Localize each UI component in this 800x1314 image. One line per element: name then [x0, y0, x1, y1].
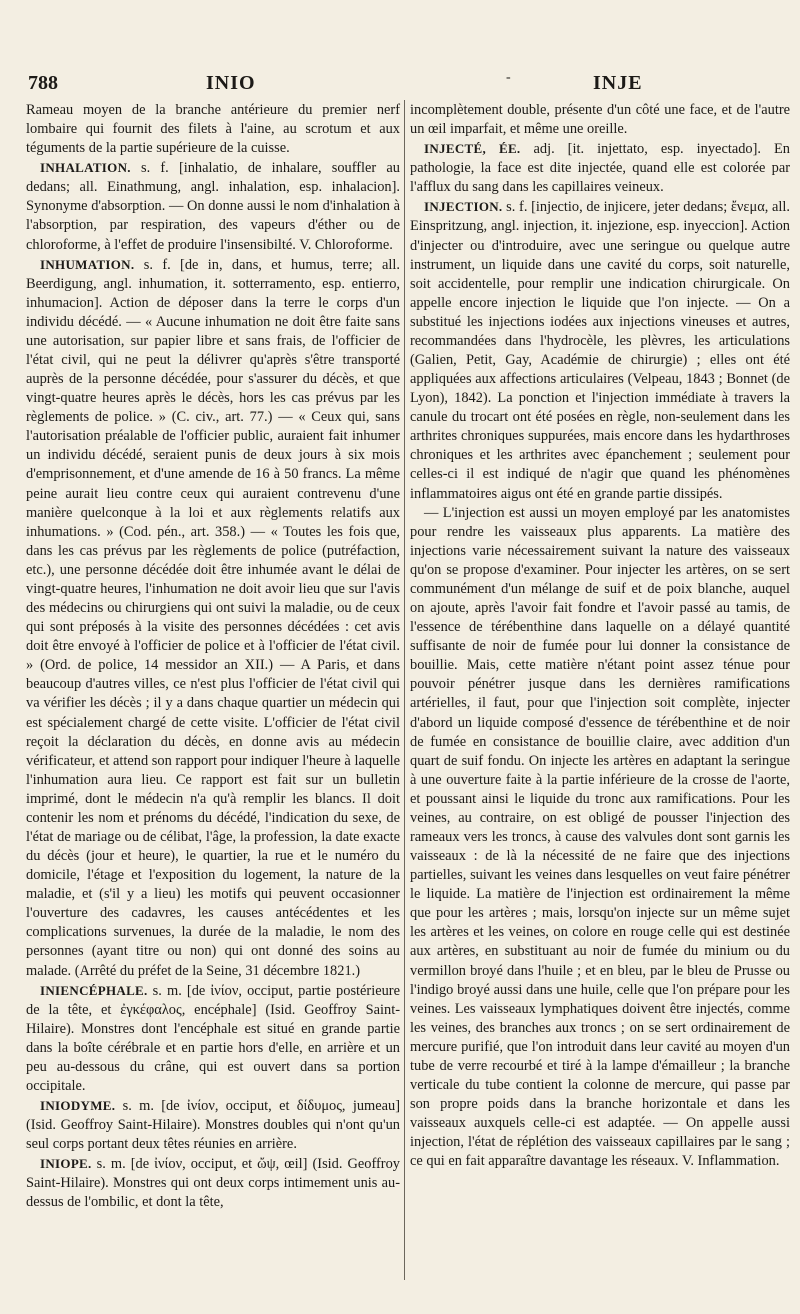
- entry-headword: INHALATION.: [40, 160, 131, 176]
- entry-paragraph: [410, 504, 790, 1172]
- left-running-title: INIO: [206, 72, 256, 94]
- dictionary-entry: [26, 1096, 400, 1154]
- running-header: [28, 70, 790, 100]
- entry-headword: INIENCÉPHALE.: [40, 982, 148, 998]
- right-column: [410, 101, 790, 1171]
- entry-text: s. m. [de ἰνίον, occiput, et ὤψ, œil] (Isid. Geoffroy Saint-Hilaire). Monstres qui ont deux corps intimement unis au-dessus de l'ombilic, et dont la tête,: [26, 1156, 400, 1211]
- dictionary-entry: [26, 255, 400, 981]
- dictionary-entry: [410, 197, 790, 503]
- entry-text: s. m. [de ἰνίον, occiput, partie postérieure de la tête, et ἐγκέφαλος, encéphale] (Isid. Geoffroy Saint-Hilaire). Monstres dont l'encéphale est situé en grande partie dans la boîte cérébrale et en partie hors d'elle, en arrière et un peu au-dessous du crâne, qui est ouvert dans sa portion occipitale.: [26, 982, 400, 1094]
- header-mark: -: [506, 70, 511, 85]
- entry-text: — L'injection est aussi un moyen employé par les anatomistes pour rendre les vaisseaux plus apparents. La matière des injections varie nécessairement suivant la nature des vaisseaux qu'on se propose d'examiner. Pour injecter les artères, on se sert communément d'un mélange de suif et de poix blanche, auquel on ajoute, après l'avoir fait fondre et l'avoir passé au tamis, de l'essence de térébenthine dans laquelle on a délayé quantité suffisante de noir de fumée pour lui donner la consistance de bouillie. Mais, cette matière n'étant point assez ténue pour pouvoir pénétrer jusque dans les dernières ramifications artérielles, il faut, pour que l'injection soit complète, injecter d'abord un liquide composé d'essence de térébenthine et de noir de fumée en consistance de bouillie claire, avec addition d'un quart de suif fondu. On injecte les artères en adaptant la seringue à une ouverture faite à la partie inférieure de la crosse de l'aorte, et poussant ainsi le liquide du tronc aux ramifications. Pour les veines, au contraire, on est obligé de pousser l'injection des rameaux vers les troncs, à cause des valvules dont sont garnis les vaisseaux : de là la nécessité de ne faire que des injections partielles, suivant les veines dans lesquelles on veut faire pénétrer le liquide. La matière de l'injection est ordinairement la même que pour les artères ; mais, lorsqu'on injecte sur un même sujet les artères et les veines, on colore en rouge celle qui est destinée aux artères, en substituant au noir de fumée du minium ou du vermillon broyé dans l'huile ; et en bleu, par le bleu de Prusse ou l'indigo broyé aussi dans une huile, celle que l'on prépare pour les veines. Les vaisseaux lymphatiques doivent être injectés, comme les veines, des branches aux troncs ; on se sert ordinairement de mercure purifié, que l'on introduit dans leur cavité au moyen d'un tube de verre recourbé et tiré à la lampe d'émailleur ; la branche verticale du tube contient la colonne de mercure, qui passe par son propre poids dans la branche horizontale et dans les vaisseaux auxquels celle-ci est adaptée. — On appelle aussi injection, l'état de réplétion des vaisseaux capillaires par le sang ; ce qui en fait apparaître davantage les réseaux. V. Inflammation.: [410, 504, 790, 1170]
- entry-text: s. f. [de in, dans, et humus, terre; all. Beerdigung, angl. inhumation, it. sotterramento, esp. entierro, inhumacion]. Action de déposer dans la terre le corps d'un individu décédé. — « Aucune inhumation ne doit être faite sans une autorisation, sur papier libre et sans frais, de l'officier de l'état civil, qui ne peut la délivrer qu'après s'être transporté auprès de la personne décédée, pour s'assurer du décès, et que vingt-quatre heures après le décès, hors les cas prévus par les règlements de police. » (C. civ., art. 77.) — « Ceux qui, sans l'autorisation préalable de l'officier public, auraient fait inhumer un individu décédé, seraient punis de deux jours à six mois d'emprisonnement, et d'une amende de 16 à 50 francs. La même peine aurait lieu contre ceux qui auraient contrevenu d'une manière quelconque à la loi et aux règlements relatifs aux inhumations. » (Cod. pén., art. 358.) — « Toutes les fois que, dans les cas prévus par les règlements de police (putréfaction, etc.), une personne décédée doit être inhumée avant le délai de vingt-quatre heures, l'inhumation ne doit avoir lieu que sur l'avis des médecins ou chirurgiens qui ont suivi la maladie, ou de ceux qui sont préposés à la visite des personnes décédées : cet avis doit être envoyé à l'officier de police et à l'officier de l'état civil. » (Ord. de police, 14 messidor an XII.) — A Paris, et dans beaucoup d'autres villes, ce n'est plus l'officier de l'état civil qui va vérifier les décès ; il y a dans chaque quartier un médecin qui est spécialement chargé de cette visite. L'officier de l'état civil reçoit la déclaration du décès, en donne avis au médecin vérificateur, et attend son rapport pour indiquer l'heure à laquelle l'inhumation aura lieu. Ce rapport est fait sur un bulletin imprimé, dont le médecin n'a qu'à remplir les blancs. Il doit contenir les nom et prénoms du décédé, l'indication du sexe, de l'état de mariage ou de célibat, l'âge, la profession, la date exacte du décès (jour et heure), le quartier, la rue et le numéro du domicile, l'étage et l'exposition du logement, la nature de la maladie, et (s'il y a lieu) les motifs qui peuvent occasionner l'ouverture des cadavres, les causes antécédentes et les complications survenues, la durée de la maladie, le nom des personnes (ayant titre ou non) qui ont donné des soins au malade. (Arrêté du préfet de la Seine, 31 décembre 1821.): [26, 256, 400, 979]
- entry-paragraph: [410, 101, 790, 139]
- entry-text: s. m. [de ἰνίον, occiput, et δίδυμος, jumeau] (Isid. Geoffroy Saint-Hilaire). Monstres doubles qui n'ont qu'un seul corps portant deux têtes réunies en arrière.: [26, 1098, 400, 1153]
- right-running-title: INJE: [593, 72, 643, 94]
- dictionary-entry: [26, 158, 400, 254]
- entry-text: s. f. [inhalatio, de inhalare, souffler au dedans; all. Einathmung, angl. inhalation, esp. inhalacion]. Synonyme d'absorption. — On donne aussi le nom d'inhalation à l'absorption, par respiration, des vapeurs d'éther ou de chloroforme, à l'effet de produire l'insensibilté. V. Chloroforme.: [26, 160, 400, 253]
- left-column: [26, 101, 400, 1213]
- entry-headword: INIOPE.: [40, 1156, 92, 1172]
- entry-headword: INIODYME.: [40, 1098, 116, 1114]
- dictionary-entry: [26, 1154, 400, 1212]
- entry-headword: INJECTÉ, ÉE.: [424, 141, 521, 157]
- entry-text: Rameau moyen de la branche antérieure du premier nerf lombaire qui fournit des filets à l'aine, au scrotum et aux téguments de la partie supérieure de la cuisse.: [26, 102, 400, 157]
- entry-text: incomplètement double, présente d'un côté une face, et de l'autre un œil imparfait, et même une oreille.: [410, 102, 790, 138]
- dictionary-entry: [410, 139, 790, 197]
- page-number: 788: [28, 72, 58, 94]
- entry-headword: INJECTION.: [424, 199, 503, 215]
- entry-headword: INHUMATION.: [40, 256, 135, 272]
- entry-paragraph: [26, 101, 400, 158]
- entry-text: adj. [it. injettato, esp. inyectado]. En pathologie, la face est dite injectée, quand elle est colorée par l'afflux du sang dans les capillaires veineux.: [410, 141, 790, 196]
- entry-text: s. f. [injectio, de injicere, jeter dedans; ἔνεμα, all. Einspritzung, angl. injection, it. injezione, esp. inyeccion]. Action d'injecter ou d'introduire, avec une seringue ou quelque autre instrument, un liquide dans une cavité du corps, soit naturelle, soit accidentelle, pour remplir une indication chirurgicale. On appelle encore injection le liquide que l'on injecte. — On a substitué les injections iodées aux injections vineuses et autres, recommandées dans l'hydrocèle, les plèvres, les articulations (Galien, Petit, Gay, Académie de chirurgie) ; elles ont été appliquées aux affections articulaires (Velpeau, 1843 ; Bonnet (de Lyon), 1842). La ponction et l'injection immédiate à travers la canule du trocart ont été posées en règle, non-seulement dans les arthrites chroniques suppurées, mais encore dans les hydarthroses chroniques et les arthrites avec épanchement ; seulement pour celles-ci il est indiqué de n'agir que quand les phénomènes inflammatoires aigus ont été en grande partie dissipés.: [410, 199, 790, 502]
- column-divider: [404, 100, 405, 1280]
- dictionary-entry: [26, 981, 400, 1096]
